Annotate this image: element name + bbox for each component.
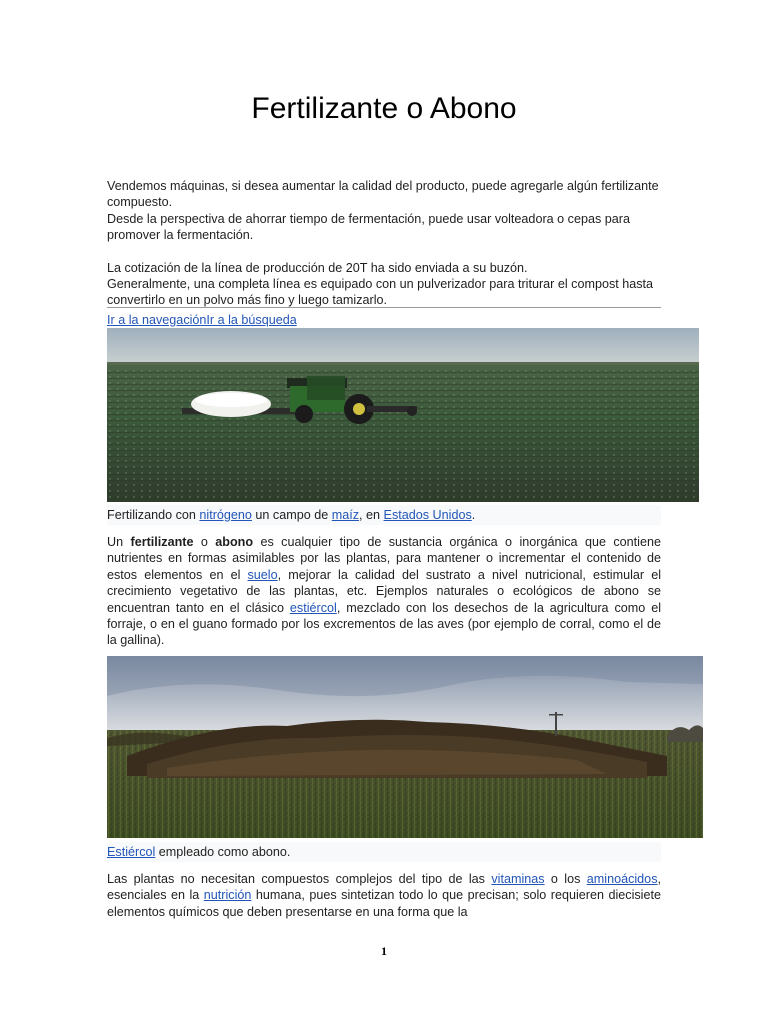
manure-link[interactable]: estiércol: [289, 600, 337, 615]
intro-paragraph-1: Vendemos máquinas, si desea aumentar la calidad del producto, puede agregarle algún fertilizante compuesto.: [107, 179, 659, 210]
united-states-link[interactable]: Estados Unidos: [383, 508, 472, 522]
intro-paragraphs: [107, 178, 661, 309]
manure-caption-link[interactable]: Estiércol: [107, 845, 156, 859]
corn-link[interactable]: maíz: [331, 508, 360, 522]
skip-to-search-link[interactable]: Ir a la búsqueda: [206, 313, 297, 327]
page-title: Fertilizante o Abono: [251, 92, 517, 125]
intro-paragraph-2: Desde la perspectiva de ahorrar tiempo de fermentación, puede usar volteadora o cepas para promover la fermentación.: [107, 211, 630, 243]
amino-acids-link[interactable]: aminoácidos: [586, 872, 658, 886]
nitrogen-link[interactable]: nitrógeno: [199, 508, 252, 522]
photo-caption-1: Fertilizando con nitrógeno un campo de maíz, en Estados Unidos.: [107, 505, 661, 525]
term-abono: abono: [215, 535, 254, 549]
nutrition-link[interactable]: nutrición: [203, 888, 252, 903]
manure-pile-photo: [107, 656, 703, 838]
vitamins-link[interactable]: vitaminas: [491, 872, 545, 886]
skip-links: [107, 312, 297, 328]
intro-paragraph-3: La cotización de la línea de producción de 20T ha sido enviada a su buzón.: [107, 260, 528, 275]
plant-nutrition-paragraph: Las plantas no necesitan compuestos complejos del tipo de las vitaminas o los aminoácidos, esenciales en la nutrición humana, pues sintetizan todo lo que precisan; solo requieren diecisiete elementos químicos que deben presentarse en una forma que la: [107, 872, 661, 919]
fertilizer-definition-paragraph: Un fertilizante o abono es cualquier tipo de sustancia orgánica o inorgánica que contiene nutrientes en formas asimilables por las plantas, para mantener o incrementar el contenido de estos elementos en el suelo, mejorar la calidad del sustrato a nivel nutricional, estimular el crecimiento vegetativo de las plantas, etc. Ejemplos naturales o ecológicos de abono se encuentran tanto en el clásico estiércol, mezclado con los desechos de la agricultura como el forraje, o en el guano formado por los excrementos de las aves (por ejemplo de corral, como el de la gallina).: [107, 535, 661, 648]
page-number: 1: [381, 944, 387, 958]
skip-to-navigation-link[interactable]: Ir a la navegación: [107, 313, 207, 327]
tractor-field-photo: [107, 328, 699, 502]
term-fertilizante: fertilizante: [130, 535, 194, 549]
photo-caption-2: Estiércol empleado como abono.: [107, 842, 661, 862]
intro-paragraph-4: Generalmente, una completa línea es equipado con un pulverizador para triturar el compost hasta convertirlo en un polvo más fino y luego tamizarlo.: [107, 277, 654, 308]
soil-link[interactable]: suelo: [247, 567, 278, 582]
divider: [107, 307, 661, 308]
